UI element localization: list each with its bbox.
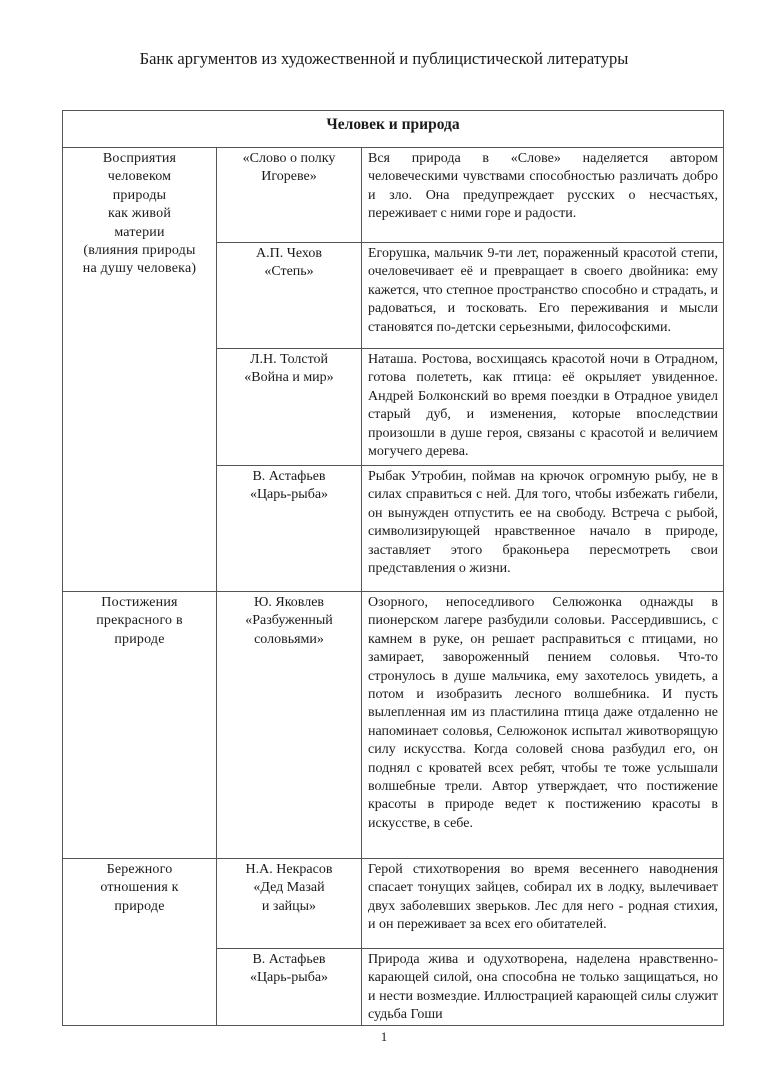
topic-line: как живой [107,206,172,222]
work-line: «Царь-рыба» [249,970,329,986]
work-line: Н.А. Некрасов [245,862,333,877]
work-cell [217,148,362,243]
table-row [63,592,724,859]
table-header: Человек и природа [63,111,724,148]
document-title: Банк аргументов из художественной и публицистической литературы [139,49,629,68]
topic-line: Восприятия [102,151,177,166]
work-line: и зайцы» [261,898,317,914]
description-cell: Герой стихотворения во время весеннего наводнения спасает тонущих зайцев, собирал их в лодку, вылечивает двух заболевших зверьков. Лес для него - родная стихия, и он переживает за всех его обитателей. [362,859,724,949]
work-cell [217,243,362,349]
table-header-row [63,111,724,148]
topic-line: прекрасного в [96,613,183,629]
description-cell: Наташа. Ростова, восхищаясь красотой ночи в Отрадном, готова полететь, как птица: её окрыляет увиденное. Андрей Болконский во время поездки в Отрадное увидел старый дуб, и изменения, которые впоследствии произошли в душе героя, связаны с красотой и величием могучего дерева. [362,349,724,466]
work-line: В. Астафьев [252,952,326,967]
description-cell: Озорного, непоседливого Селюжонка однажды в пионерском лагере разбудили соловьи. Рассердившись, с камнем в руке, он решает расправиться с птицами, но замирает, завороженный пением соловья. Что-то стронулось в душе мальчика, ему захотелось увидеть, а потом и изобразить лесного волшебника. И пусть вылепленная им из пластилина птица даже отдаленно не напоминает соловья, Селюжонок испытал животворящую силу искусства. Когда соловей снова разбудил его, он поднял с кроватей всех ребят, чтобы те тоже услышали волшебные трели. Автор утверждает, что постижение красоты в природе ведет к постижению красоты в искусстве, в себе. [362,592,724,859]
work-line: А.П. Чехов [256,246,322,261]
topic-line: (влияния природы [83,243,196,259]
topic-cell [63,859,217,1026]
topic-line: Бережного [106,862,173,877]
topic-line: человеком [107,169,172,185]
work-line: «Слово о полку [242,151,336,166]
work-line: «Разбуженный [245,613,333,629]
description-cell: Рыбак Утробин, поймав на крючок огромную рыбу, не в силах справиться с ней. Для того, чтобы избежать гибели, он вынужден отпустить ее на свободу. Встреча с рыбой, символизирующей нравственное начало в природе, заставляет этого браконьера пересмотреть свои представления о жизни. [362,466,724,592]
topic-line: на душу человека) [82,261,197,277]
work-line: «Царь-рыба» [249,487,329,503]
work-line: «Дед Мазай [253,880,325,896]
work-line: соловьями» [254,631,324,647]
table-row [63,859,724,949]
work-cell [217,349,362,466]
description-cell: Вся природа в «Слове» наделяется автором человеческими чувствами способностью различать добро и зло. Она предупреждает русских о несчастьях, переживает с ними горе и радости. [362,148,724,243]
table-row [63,148,724,243]
page-number: 1 [380,1029,388,1044]
description-cell: Природа жива и одухотворена, наделена нравственно-карающей силой, она способна не только защищаться, но и нести возмездие. Иллюстрацией карающей силы служит судьба Гоши [362,949,724,1026]
work-cell [217,466,362,592]
work-cell [217,859,362,949]
arguments-table [62,110,724,1026]
topic-line: природе [114,898,165,914]
work-line: Игореве» [261,169,317,185]
work-line: «Война и мир» [244,370,334,386]
topic-line: Постижения [101,595,178,610]
topic-line: природе [114,631,165,647]
work-line: «Степь» [264,264,314,280]
topic-cell [63,592,217,859]
topic-line: природы [112,187,167,203]
work-line: Ю. Яковлев [253,595,325,610]
topic-line: отношения к [100,880,179,896]
topic-cell [63,148,217,592]
work-cell [217,949,362,1026]
work-line: Л.Н. Толстой [249,352,329,367]
work-cell [217,592,362,859]
topic-line: материи [114,224,165,240]
work-line: В. Астафьев [252,469,326,484]
description-cell: Егорушка, мальчик 9-ти лет, пораженный красотой степи, очеловечивает её и превращает в своего двойника: ему кажется, что степное пространство способно и страдать, и радоваться, и тосковать. Его переживания и мысли становятся по-детски серьезными, философскими. [362,243,724,349]
